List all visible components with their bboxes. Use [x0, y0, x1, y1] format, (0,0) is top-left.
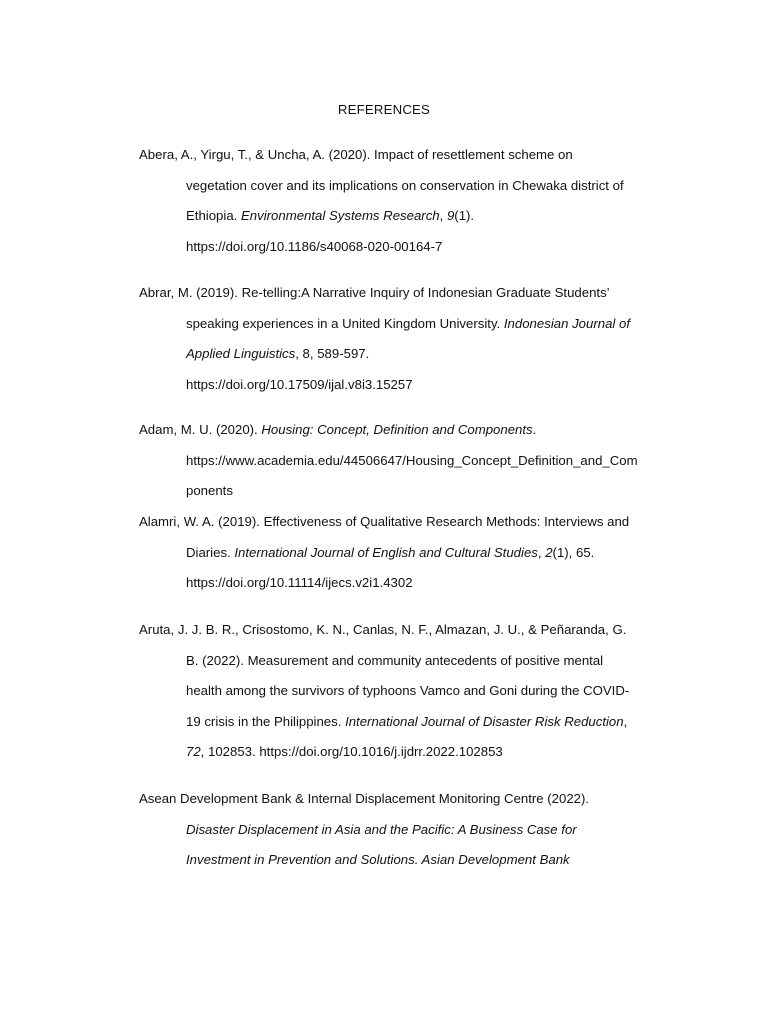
reference-line — [186, 452, 638, 470]
reference-line — [186, 574, 413, 592]
reference-text: vegetation cover and its implications on conservation in Chewaka district of — [186, 177, 624, 193]
reference-text: https://doi.org/10.17509/ijal.v8i3.15257 — [186, 376, 413, 392]
reference-text: https://doi.org/10.1186/s40068-020-00164-7 — [186, 238, 443, 254]
reference-text: Adam, M. U. (2020). — [139, 422, 262, 437]
reference-text: , — [439, 208, 447, 224]
reference-line — [186, 743, 503, 761]
reference-line — [186, 821, 577, 839]
reference-italic-text: International Journal of English and Cultural Studies — [234, 544, 538, 560]
reference-line — [139, 284, 610, 302]
reference-italic-text: Housing: Concept, Definition and Components — [261, 422, 533, 437]
reference-text: . — [532, 422, 537, 437]
reference-text: https://www.academia.edu/44506647/Housing_Concept_Definition_and_Com — [186, 452, 638, 468]
reference-text: Diaries. — [186, 544, 235, 560]
reference-line — [186, 482, 233, 500]
reference-text: , 8, 589-597. — [295, 346, 370, 362]
reference-italic-text: 72 — [186, 744, 201, 760]
reference-text: B. (2022). Measurement and community antecedents of positive mental — [186, 652, 604, 668]
reference-text: Alamri, W. A. (2019). Effectiveness of Qualitative Research Methods: Interviews and — [139, 514, 630, 529]
reference-italic-text: Indonesian Journal of — [503, 315, 630, 331]
reference-line — [139, 790, 589, 808]
reference-line — [139, 421, 536, 439]
reference-line — [139, 513, 629, 531]
reference-text: , — [537, 544, 546, 560]
reference-text: (1). — [454, 208, 475, 224]
reference-italic-text: International Journal of Disaster Risk Reduction — [345, 713, 624, 729]
reference-line — [186, 851, 570, 869]
reference-text: ponents — [186, 483, 233, 499]
reference-italic-text: Investment in Prevention and Solutions. Asian Development Bank — [186, 852, 570, 868]
reference-italic-text: Disaster Displacement in Asia and the Pacific: A Business Case for — [186, 821, 577, 837]
reference-text: health among the survivors of typhoons Vamco and Goni during the COVID- — [186, 683, 630, 699]
reference-text: https://doi.org/10.11114/ijecs.v2i1.4302 — [186, 575, 413, 591]
reference-line — [186, 238, 442, 256]
reference-text: , — [623, 713, 628, 729]
reference-text: Aruta, J. J. B. R., Crisostomo, K. N., Canlas, N. F., Almazan, J. U., & Peñaranda, G. — [139, 622, 627, 637]
reference-text: speaking experiences in a United Kingdom University. — [186, 315, 504, 331]
reference-italic-text: Environmental Systems Research — [241, 208, 440, 224]
reference-line — [186, 315, 630, 333]
reference-italic-text: 2 — [545, 544, 553, 560]
reference-line — [186, 682, 629, 700]
page-title: REFERENCES — [337, 102, 431, 117]
reference-text: (1), 65. — [552, 544, 595, 560]
reference-line — [139, 621, 626, 639]
reference-text: Asean Development Bank & Internal Displacement Monitoring Centre (2022). — [139, 791, 590, 806]
reference-italic-text: 9 — [446, 208, 455, 224]
reference-text: , 102853. https://doi.org/10.1016/j.ijdrr.2022.102853 — [200, 744, 503, 760]
reference-line — [186, 544, 594, 562]
reference-line — [186, 345, 369, 363]
reference-text: Abrar, M. (2019). Re-telling:A Narrative Inquiry of Indonesian Graduate Students’ — [139, 285, 610, 300]
reference-text: Ethiopia. — [186, 208, 241, 224]
reference-line — [139, 146, 573, 164]
reference-line — [186, 207, 474, 225]
reference-line — [186, 376, 413, 394]
reference-line — [186, 713, 627, 731]
reference-line — [186, 177, 624, 195]
reference-italic-text: Applied Linguistics — [186, 346, 296, 362]
reference-line — [186, 652, 603, 670]
reference-text: Abera, A., Yirgu, T., & Uncha, A. (2020). Impact of resettlement scheme on — [139, 147, 573, 162]
reference-text: 19 crisis in the Philippines. — [186, 713, 346, 729]
